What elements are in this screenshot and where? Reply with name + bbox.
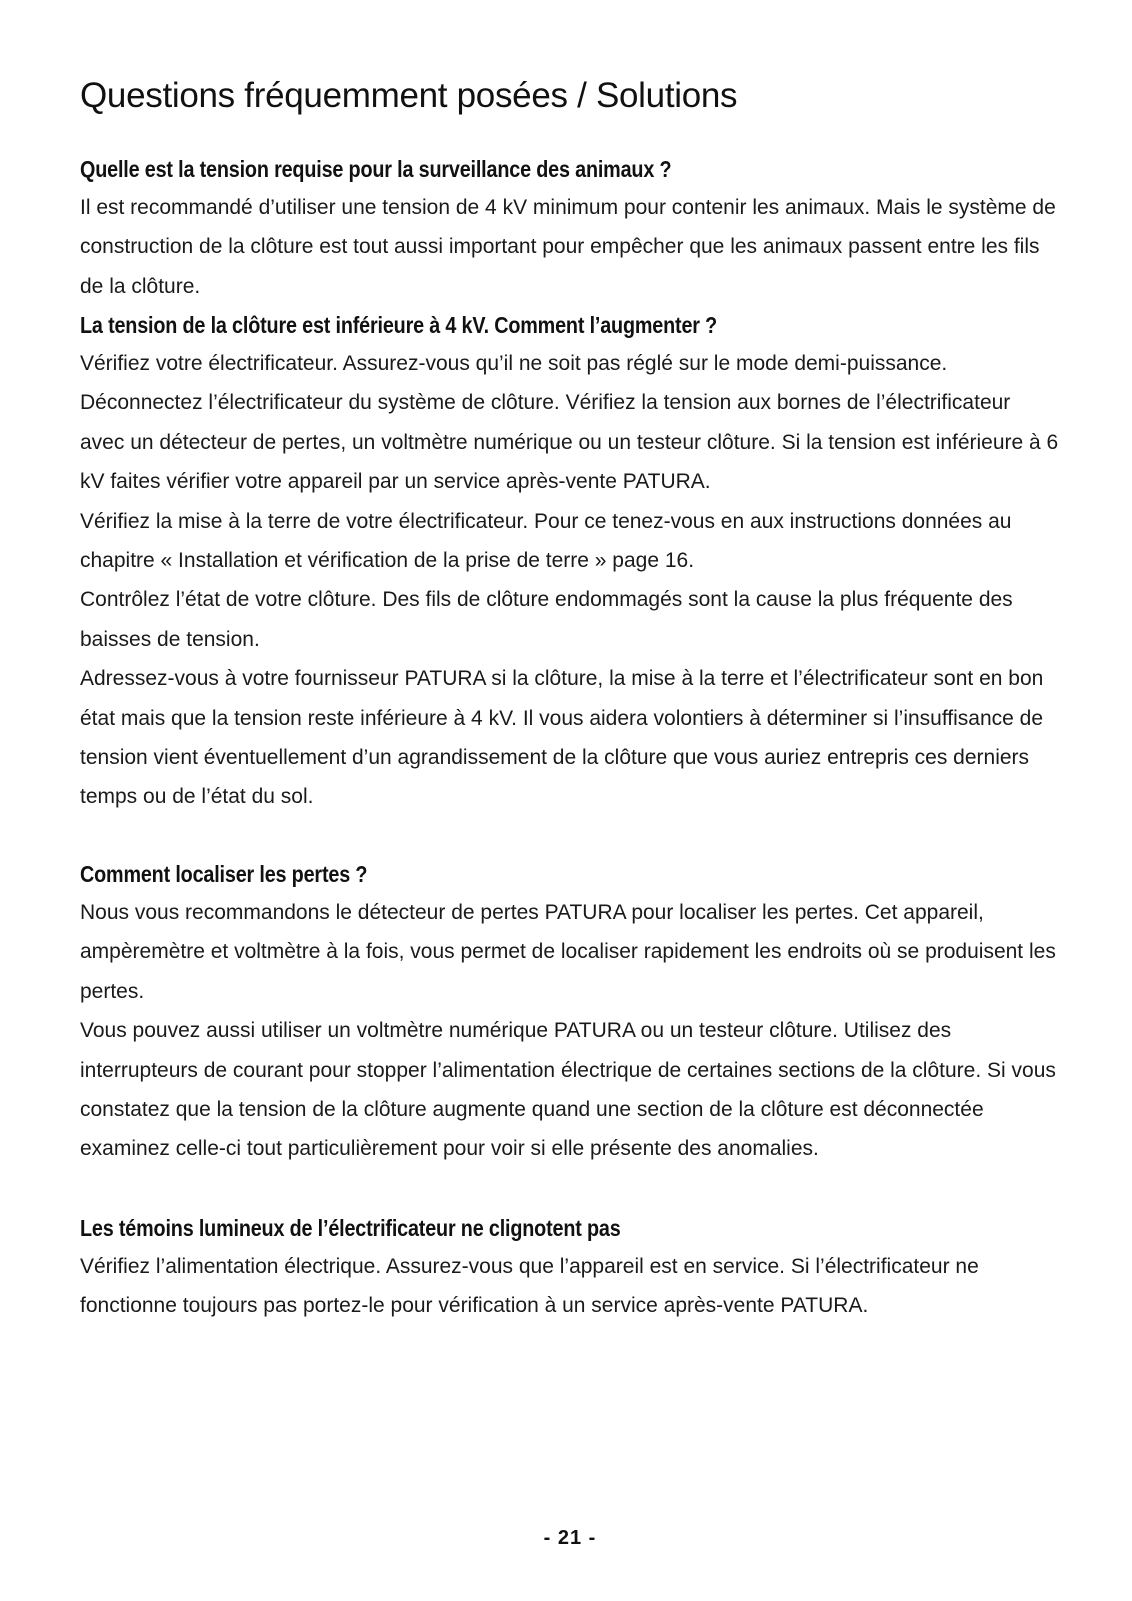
faq-item-indicator-lights	[80, 1211, 1060, 1326]
answer-paragraph: Vérifiez la mise à la terre de votre électrificateur. Pour ce tenez-vous en aux instructions données au chapitre « Installation et vérification de la prise de terre » page 16.	[80, 509, 1012, 573]
answer-paragraph: Vérifiez l’alimentation électrique. Assurez-vous que l’appareil est en service. Si l’électrificateur ne fonctionne toujours pas portez-le pour vérification à un service après-vente PATURA.	[80, 1255, 979, 1318]
answer-paragraph: Vous pouvez aussi utiliser un voltmètre numérique PATURA ou un testeur clôture. Utilisez des interrupteurs de courant pour stopper l’alimentation électrique de certaines sections de la clôture. Si vous constatez que la tension de la clôture augmente quand une section de la clôture est déconnectée examinez celle-ci tout particulièrement pour voir si elle présente des anomalies.	[80, 1019, 1056, 1161]
answer-paragraph: Adressez-vous à votre fournisseur PATURA si la clôture, la mise à la terre et l’électrificateur sont en bon état mais que la tension reste inférieure à 4 kV. Il vous aidera volontiers à déterminer si l’insuffisance de tension vient éventuellement d’un agrandissement de la clôture que vous auriez entrepris ces derniers temps ou de l’état du sol.	[80, 667, 1044, 809]
faq-answer	[80, 188, 1060, 306]
answer-paragraph: Vérifiez votre électrificateur. Assurez-vous qu’il ne soit pas réglé sur le mode demi-puissance. Déconnectez l’électrificateur du système de clôture. Vérifiez la tension aux bornes de l’électrificateur avec un détecteur de pertes, un voltmètre numérique ou un testeur clôture. Si la tension est inférieure à 6 kV faites vérifier votre appareil par un service après-vente PATURA.	[80, 352, 1059, 494]
faq-item-low-voltage	[80, 308, 1060, 817]
faq-question: Comment localiser les pertes ?	[80, 861, 368, 887]
faq-question: La tension de la clôture est inférieure à 4 kV. Comment l’augmenter ?	[80, 312, 718, 338]
answer-paragraph: Contrôlez l’état de votre clôture. Des fils de clôture endommagés sont la cause la plus fréquente des baisses de tension.	[80, 588, 1013, 651]
page-title: Questions fréquemment posées / Solutions	[80, 76, 738, 115]
faq-answer	[80, 344, 1060, 817]
faq-answer	[80, 1247, 1060, 1326]
page-number: - 21 -	[543, 1527, 597, 1549]
faq-item-voltage-requirement	[80, 152, 1060, 306]
document-page	[80, 0, 1060, 1601]
faq-item-locate-losses	[80, 857, 1060, 1169]
faq-question: Les témoins lumineux de l’électrificateur ne clignotent pas	[80, 1215, 621, 1241]
faq-answer	[80, 893, 1060, 1169]
answer-paragraph: Nous vous recommandons le détecteur de pertes PATURA pour localiser les pertes. Cet appareil, ampèremètre et voltmètre à la fois, vous permet de localiser rapidement les endroits où se produisent les pertes.	[80, 901, 1056, 1003]
faq-question: Quelle est la tension requise pour la surveillance des animaux ?	[80, 156, 672, 182]
answer-paragraph: Il est recommandé d’utiliser une tension de 4 kV minimum pour contenir les animaux. Mais le système de construction de la clôture est tout aussi important pour empêcher que les animaux passent entre les fils de la clôture.	[80, 196, 1056, 298]
